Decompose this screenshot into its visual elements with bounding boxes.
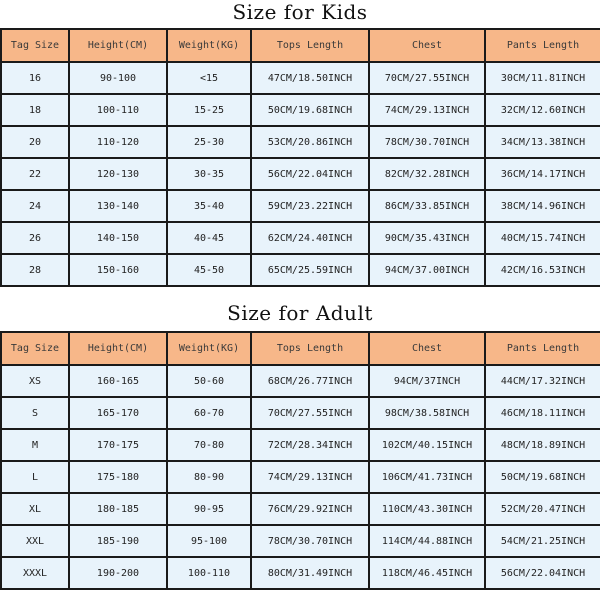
cell-tag-size: 22 (1, 158, 69, 190)
table-row (1, 94, 600, 126)
cell-pants-length: 54CM/21.25INCH (485, 525, 600, 557)
header-height: Height(CM) (69, 332, 167, 365)
cell-pants-length: 38CM/14.96INCH (485, 190, 600, 222)
cell-chest: 86CM/33.85INCH (369, 190, 485, 222)
table-row (1, 525, 600, 557)
cell-tag-size: L (1, 461, 69, 493)
header-tag-size: Tag Size (1, 332, 69, 365)
cell-tag-size: XXL (1, 525, 69, 557)
cell-height: 100-110 (69, 94, 167, 126)
kids-size-chart-title: Size for Kids (232, 0, 368, 24)
table-row (1, 557, 600, 589)
cell-weight: 70-80 (167, 429, 251, 461)
cell-height: 175-180 (69, 461, 167, 493)
cell-weight: 35-40 (167, 190, 251, 222)
cell-pants-length: 44CM/17.32INCH (485, 365, 600, 397)
cell-tops-length: 50CM/19.68INCH (251, 94, 369, 126)
cell-chest: 74CM/29.13INCH (369, 94, 485, 126)
cell-pants-length: 48CM/18.89INCH (485, 429, 600, 461)
cell-chest: 106CM/41.73INCH (369, 461, 485, 493)
adult-size-chart-title: Size for Adult (227, 301, 373, 325)
header-weight: Weight(KG) (167, 332, 251, 365)
header-pants-length: Pants Length (485, 29, 600, 62)
cell-tops-length: 76CM/29.92INCH (251, 493, 369, 525)
cell-chest: 90CM/35.43INCH (369, 222, 485, 254)
table-row (1, 461, 600, 493)
cell-pants-length: 52CM/20.47INCH (485, 493, 600, 525)
cell-height: 160-165 (69, 365, 167, 397)
cell-weight: 15-25 (167, 94, 251, 126)
cell-weight: 60-70 (167, 397, 251, 429)
cell-pants-length: 32CM/12.60INCH (485, 94, 600, 126)
cell-height: 110-120 (69, 126, 167, 158)
cell-height: 190-200 (69, 557, 167, 589)
cell-tops-length: 53CM/20.86INCH (251, 126, 369, 158)
header-pants-length: Pants Length (485, 332, 600, 365)
header-tops-length: Tops Length (251, 29, 369, 62)
cell-tops-length: 72CM/28.34INCH (251, 429, 369, 461)
cell-tops-length: 78CM/30.70INCH (251, 525, 369, 557)
cell-tops-length: 62CM/24.40INCH (251, 222, 369, 254)
cell-weight: <15 (167, 62, 251, 94)
cell-height: 140-150 (69, 222, 167, 254)
cell-chest: 94CM/37INCH (369, 365, 485, 397)
cell-tops-length: 80CM/31.49INCH (251, 557, 369, 589)
table-row (1, 126, 600, 158)
cell-weight: 30-35 (167, 158, 251, 190)
table-row (1, 190, 600, 222)
cell-chest: 78CM/30.70INCH (369, 126, 485, 158)
cell-chest: 70CM/27.55INCH (369, 62, 485, 94)
cell-weight: 95-100 (167, 525, 251, 557)
table-row (1, 254, 600, 286)
cell-tag-size: 24 (1, 190, 69, 222)
cell-weight: 40-45 (167, 222, 251, 254)
cell-tops-length: 56CM/22.04INCH (251, 158, 369, 190)
table-row (1, 493, 600, 525)
cell-tag-size: S (1, 397, 69, 429)
cell-pants-length: 56CM/22.04INCH (485, 557, 600, 589)
cell-tag-size: M (1, 429, 69, 461)
table-header-row (1, 29, 600, 62)
cell-tops-length: 47CM/18.50INCH (251, 62, 369, 94)
cell-height: 120-130 (69, 158, 167, 190)
header-tag-size: Tag Size (1, 29, 69, 62)
cell-chest: 110CM/43.30INCH (369, 493, 485, 525)
header-height: Height(CM) (69, 29, 167, 62)
cell-weight: 50-60 (167, 365, 251, 397)
adult-size-table (0, 331, 600, 590)
kids-size-table (0, 28, 600, 287)
cell-tag-size: 20 (1, 126, 69, 158)
header-chest: Chest (369, 29, 485, 62)
cell-weight: 90-95 (167, 493, 251, 525)
cell-pants-length: 34CM/13.38INCH (485, 126, 600, 158)
cell-pants-length: 36CM/14.17INCH (485, 158, 600, 190)
cell-pants-length: 46CM/18.11INCH (485, 397, 600, 429)
cell-pants-length: 30CM/11.81INCH (485, 62, 600, 94)
table-row (1, 365, 600, 397)
cell-height: 165-170 (69, 397, 167, 429)
cell-tops-length: 68CM/26.77INCH (251, 365, 369, 397)
cell-tag-size: 26 (1, 222, 69, 254)
header-weight: Weight(KG) (167, 29, 251, 62)
cell-chest: 94CM/37.00INCH (369, 254, 485, 286)
cell-tag-size: XXXL (1, 557, 69, 589)
cell-tag-size: 28 (1, 254, 69, 286)
cell-height: 170-175 (69, 429, 167, 461)
cell-chest: 102CM/40.15INCH (369, 429, 485, 461)
cell-height: 130-140 (69, 190, 167, 222)
table-row (1, 158, 600, 190)
cell-weight: 100-110 (167, 557, 251, 589)
cell-weight: 80-90 (167, 461, 251, 493)
cell-tops-length: 59CM/23.22INCH (251, 190, 369, 222)
cell-pants-length: 42CM/16.53INCH (485, 254, 600, 286)
table-header-row (1, 332, 600, 365)
cell-chest: 114CM/44.88INCH (369, 525, 485, 557)
header-chest: Chest (369, 332, 485, 365)
table-row (1, 222, 600, 254)
cell-height: 185-190 (69, 525, 167, 557)
header-tops-length: Tops Length (251, 332, 369, 365)
cell-height: 90-100 (69, 62, 167, 94)
cell-chest: 82CM/32.28INCH (369, 158, 485, 190)
cell-pants-length: 50CM/19.68INCH (485, 461, 600, 493)
table-row (1, 397, 600, 429)
table-row (1, 62, 600, 94)
cell-chest: 118CM/46.45INCH (369, 557, 485, 589)
cell-tag-size: XL (1, 493, 69, 525)
table-row (1, 429, 600, 461)
cell-tops-length: 70CM/27.55INCH (251, 397, 369, 429)
cell-tops-length: 65CM/25.59INCH (251, 254, 369, 286)
cell-weight: 25-30 (167, 126, 251, 158)
cell-height: 180-185 (69, 493, 167, 525)
cell-tag-size: XS (1, 365, 69, 397)
cell-tag-size: 18 (1, 94, 69, 126)
cell-weight: 45-50 (167, 254, 251, 286)
cell-tag-size: 16 (1, 62, 69, 94)
cell-chest: 98CM/38.58INCH (369, 397, 485, 429)
cell-pants-length: 40CM/15.74INCH (485, 222, 600, 254)
cell-height: 150-160 (69, 254, 167, 286)
cell-tops-length: 74CM/29.13INCH (251, 461, 369, 493)
